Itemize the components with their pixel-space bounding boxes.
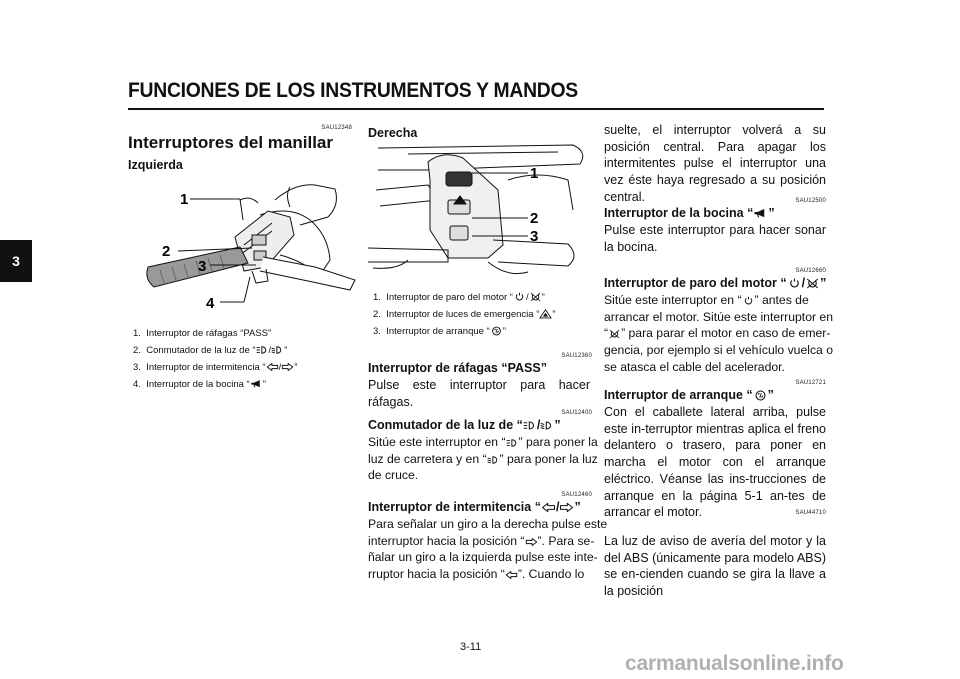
engine-stop-icon xyxy=(805,278,820,289)
paragraph: La luz de aviso de avería del motor y la del ABS (únicamente para modelo ABS) se en-cienden cuando se gira la llave a la posición xyxy=(604,534,826,599)
callout-1: 1 xyxy=(180,191,189,208)
callout-3: 3 xyxy=(198,258,207,275)
caption-item: 3. Interruptor de arranque “ ” xyxy=(373,326,506,337)
engine-stop-icon xyxy=(608,329,621,339)
engine-stop-icon xyxy=(529,292,542,302)
callout-2: 2 xyxy=(530,210,539,227)
high-beam-icon xyxy=(523,420,537,431)
turn-left-icon xyxy=(266,362,279,372)
section-code: SAU12721 xyxy=(795,380,826,386)
section-title: Interruptores del manillar xyxy=(128,133,333,152)
engine-run-icon xyxy=(513,292,526,302)
caption-item: 1. Interruptor de ráfagas “PASS” xyxy=(133,328,272,339)
caption-item: 3. Interruptor de intermitencia “ / ” xyxy=(133,362,298,373)
paragraph: Para señalar un giro a la derecha pulse este interruptor hacia la posición “ ”. Para se- ñalar un giro a la izquierda pulse este inte- rruptor hacia la posición “ ”. Cuando lo xyxy=(368,517,608,582)
low-beam-icon xyxy=(271,345,284,355)
turn-right-icon xyxy=(281,362,294,372)
hazard-icon xyxy=(539,309,552,319)
caption-item: 1. Interruptor de paro del motor “ / ” xyxy=(373,292,545,303)
section-code: SAU12460 xyxy=(561,492,592,498)
high-beam-icon xyxy=(256,345,269,355)
caption-list-left xyxy=(133,325,297,393)
section-code: SAU44710 xyxy=(795,510,826,516)
page-number: 3-11 xyxy=(460,641,482,653)
caption-list-right xyxy=(373,289,556,340)
start-icon xyxy=(753,390,768,401)
high-beam-icon xyxy=(506,438,519,448)
section-code: SAU12348 xyxy=(321,125,352,131)
horn-icon xyxy=(753,208,768,219)
callout-2: 2 xyxy=(162,243,171,260)
section-code: SAU12400 xyxy=(561,410,592,416)
paragraph: suelte, el interruptor volverá a su posición central. Para apagar los intermitentes pulse el interruptor una vez éste haya regresado a su posición central. xyxy=(604,123,826,204)
callout-1: 1 xyxy=(530,165,539,182)
subsection-title: Izquierda xyxy=(128,158,183,172)
turn-right-icon xyxy=(525,537,538,547)
start-icon xyxy=(490,326,503,336)
callout-4: 4 xyxy=(206,295,215,312)
caption-item: 4. Interruptor de la bocina “ ” xyxy=(133,379,266,390)
right-handlebar-illustration xyxy=(368,140,588,280)
caption-item: 2. Interruptor de luces de emergencia “ ” xyxy=(373,309,556,320)
turn-left-icon xyxy=(541,502,556,513)
section-code: SAU12360 xyxy=(561,353,592,359)
section-code: SAU12660 xyxy=(795,268,826,274)
chapter-tab: 3 xyxy=(0,240,32,282)
subsection-title: Derecha xyxy=(368,126,418,140)
section-heading: Interruptor de ráfagas “PASS” xyxy=(368,361,547,375)
engine-run-icon xyxy=(787,278,802,289)
paragraph: Pulse este interruptor para hacer sonar la bocina. xyxy=(604,223,826,254)
section-code: SAU12500 xyxy=(795,198,826,204)
paragraph: Con el caballete lateral arriba, pulse este in-terruptor mientras aplica el freno delantero o trasero, para poner en marcha el motor con el arranque eléctrico. Véanse las ins-trucciones de arranque en la página 5-1 an-tes de arrancar el motor. xyxy=(604,405,826,520)
low-beam-icon xyxy=(487,455,500,465)
turn-left-icon xyxy=(505,570,518,580)
paragraph: Pulse este interruptor para hacer ráfagas. xyxy=(368,378,590,409)
paragraph: Sitúe este interruptor en “ ” para poner la luz de carretera y en “ ” para poner la luz de cruce. xyxy=(368,435,598,483)
paragraph: Sitúe este interruptor en “ ” antes de arrancar el motor. Sitúe este interruptor en “ ” para parar el motor en caso de emer- gencia, por ejemplo si el vehículo vuelca o se atasca el cable del acelerador. xyxy=(604,293,833,374)
caption-item: 2. Conmutador de la luz de “ / ” xyxy=(133,345,288,356)
turn-right-icon xyxy=(559,502,574,513)
horn-icon xyxy=(250,379,263,389)
section-heading: Interruptor de paro del motor “ / ” xyxy=(604,276,827,290)
engine-run-icon xyxy=(742,296,755,306)
callout-3: 3 xyxy=(530,228,539,245)
section-heading: Interruptor de la bocina “ ” xyxy=(604,206,775,220)
section-heading: Interruptor de arranque “ ” xyxy=(604,388,774,402)
left-handlebar-illustration xyxy=(140,175,360,320)
watermark: carmanualsonline.info xyxy=(625,652,844,675)
section-heading: Conmutador de la luz de “ / ” xyxy=(368,418,561,432)
section-heading: Interruptor de intermitencia “ / ” xyxy=(368,500,581,514)
low-beam-icon xyxy=(540,420,554,431)
page-header-title: FUNCIONES DE LOS INSTRUMENTOS Y MANDOS xyxy=(128,78,578,102)
header-rule xyxy=(128,108,824,110)
